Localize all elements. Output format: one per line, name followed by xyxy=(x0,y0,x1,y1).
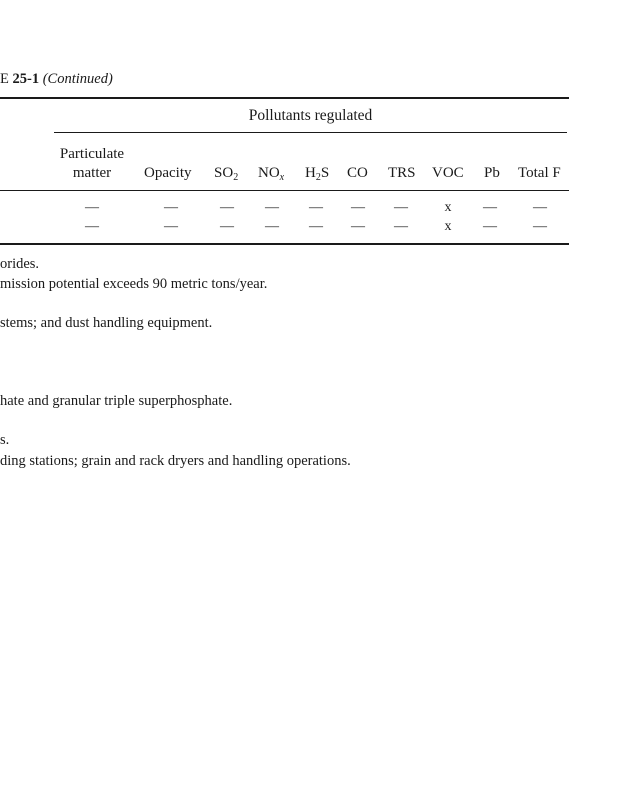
table-top-rule xyxy=(0,97,569,99)
table-cell: — xyxy=(85,219,99,234)
col-header-so2: $SO_2$ xyxy=(214,165,239,183)
footnote-line: orides. xyxy=(0,256,40,272)
table-cell: — xyxy=(394,219,408,234)
footnote-line: stems; and dust handling equipment. xyxy=(0,315,213,331)
table-cell: — xyxy=(85,200,99,215)
col-header-particulate: Particulate matter xyxy=(59,146,125,181)
table-cell: — xyxy=(351,219,365,234)
col-header-total-f: Total F xyxy=(518,165,561,181)
table-cell: x xyxy=(444,200,452,215)
footnote-line: ding stations; grain and rack dryers and handling operations. xyxy=(0,453,351,469)
footnote-line: hate and granular triple superphosphate. xyxy=(0,393,233,409)
table-caption xyxy=(0,71,113,88)
table-bottom-rule xyxy=(0,243,569,245)
table-cell: — xyxy=(265,219,279,234)
col-header-voc: VOC xyxy=(432,165,464,181)
table-number: 25-1 xyxy=(12,71,40,87)
col-header-trs: TRS xyxy=(388,165,416,181)
table-cell: — xyxy=(164,200,178,215)
pollutants-group-header: Pollutants regulated xyxy=(248,107,373,124)
table-cell: — xyxy=(533,219,547,234)
table-cell: — xyxy=(265,200,279,215)
table-cell: — xyxy=(220,200,234,215)
table-cell: — xyxy=(309,200,323,215)
col-header-h2s: $H_2S$ xyxy=(305,165,330,183)
footnote-line: s. xyxy=(0,432,10,448)
col-header-co: CO xyxy=(347,165,368,181)
footnote-line: mission potential exceeds 90 metric tons/year. xyxy=(0,276,268,292)
table-cell: — xyxy=(164,219,178,234)
column-header-rule xyxy=(0,190,569,191)
col-header-nox: $NO_x$ xyxy=(258,165,285,183)
table-cell: x xyxy=(444,219,452,234)
table-cell: — xyxy=(483,219,497,234)
table-continued-note: (Continued) xyxy=(42,71,113,87)
col-header-opacity: Opacity xyxy=(144,165,192,181)
group-header-rule xyxy=(54,132,567,133)
table-cell: — xyxy=(483,200,497,215)
col-header-pb: Pb xyxy=(484,165,500,181)
table-label-prefix: E xyxy=(0,71,13,87)
table-cell: — xyxy=(394,200,408,215)
table-cell: — xyxy=(309,219,323,234)
table-cell: — xyxy=(351,200,365,215)
table-cell: — xyxy=(220,219,234,234)
table-cell: — xyxy=(533,200,547,215)
